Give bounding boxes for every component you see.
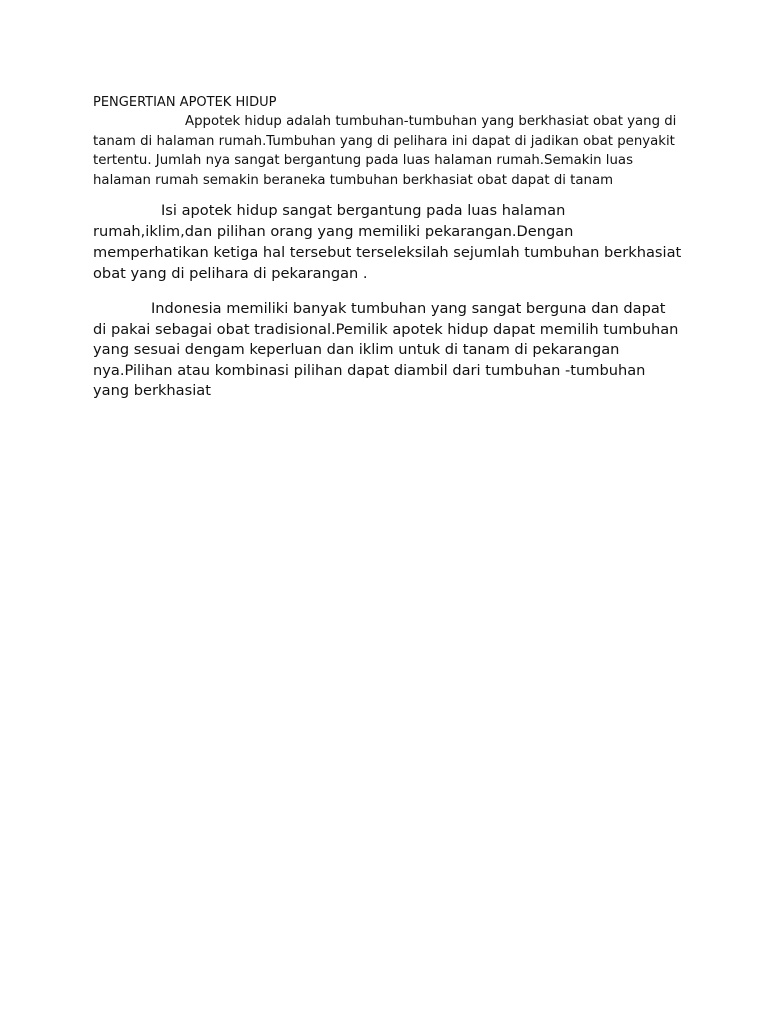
paragraph-2: Isi apotek hidup sangat bergantung pada luas halaman rumah,iklim,dan pilihan orang yang memiliki pekarangan.Dengan memperhatikan ketiga hal tersebut terseleksilah sejumlah tumbuhan berkhasiat obat yang di pelihara di pekarangan . [93, 202, 682, 283]
document-body [93, 93, 683, 402]
paragraph-1: Appotek hidup adalah tumbuhan-tumbuhan yang berkhasiat obat yang di tanam di halaman rumah.Tumbuhan yang di pelihara ini dapat di jadikan obat penyakit tertentu. Jumlah nya sangat bergantung pada luas halaman rumah.Semakin luas halaman rumah semakin beraneka tumbuhan berkhasiat obat dapat di tanam [93, 114, 677, 188]
document-title: PENGERTIAN APOTEK HIDUP [93, 95, 277, 110]
paragraph-3: Indonesia memiliki banyak tumbuhan yang sangat berguna dan dapat di pakai sebagai obat tradisional.Pemilik apotek hidup dapat memilih tumbuhan yang sesuai dengam keperluan dan iklim untuk di tanam di pekarangan nya.Pilihan atau kombinasi pilihan dapat diambil dari tumbuhan -tumbuhan yang berkhasiat [93, 300, 679, 400]
